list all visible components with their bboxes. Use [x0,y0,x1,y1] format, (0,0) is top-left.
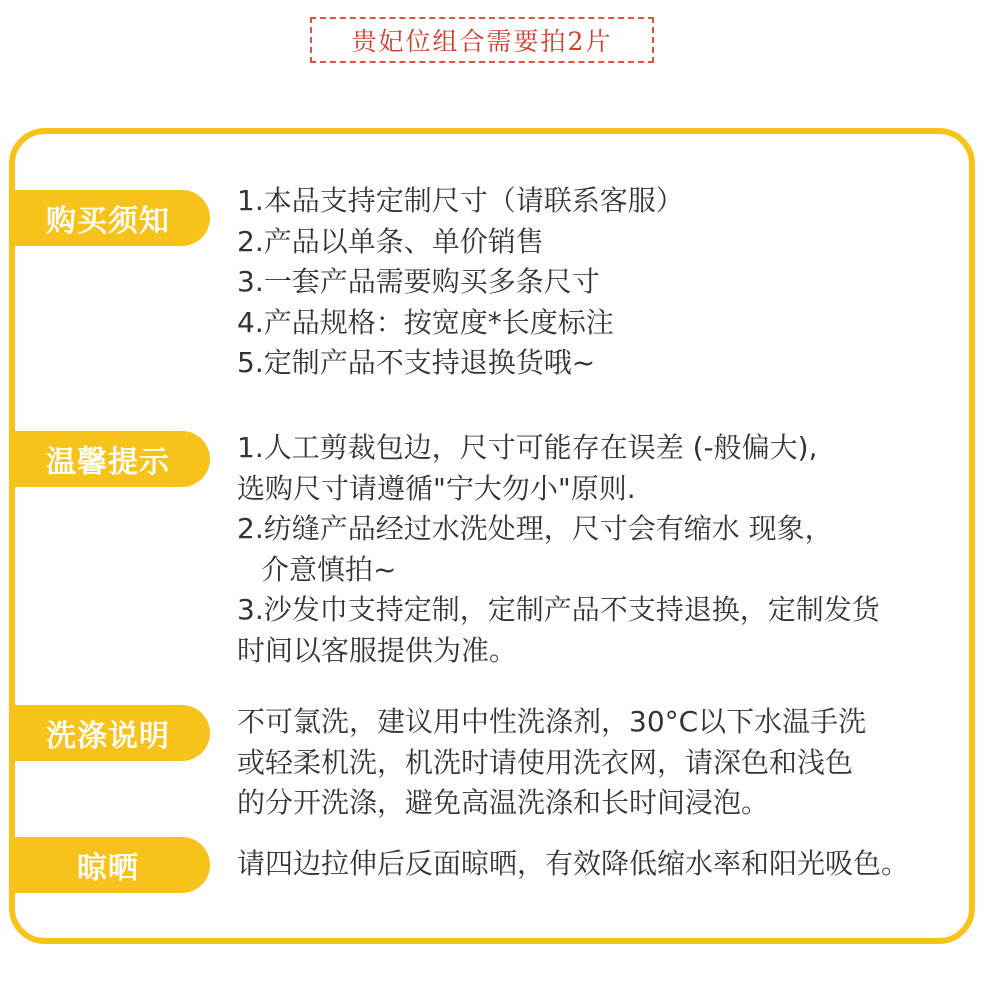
tips-line: 时间以客服提供为准。 [237,633,518,667]
care-instructions-card [9,128,975,944]
top-note: 贵妃位组合需要拍2片 [310,17,654,63]
section-title-drying: 晾晒 [12,837,210,893]
drying-line: 请四边拉伸后反面晾晒，有效降低缩水率和阳光吸色。 [237,847,910,880]
washing-line: 的分开洗涤，避免高温洗涤和长时间浸泡。 [237,786,770,819]
purchase-line: 5.定制产品不支持退换货哦~ [237,346,596,379]
washing-line: 不可氯洗，建议用中性洗涤剂，30°C以下水温手洗 [237,705,867,738]
drying-lines [237,844,909,885]
tips-line: 1.人工剪裁包边，尺寸可能存在误差 (-般偏大), [237,431,818,464]
tips-line: 介意慎拍~ [261,552,397,586]
purchase-line: 3.一套产品需要购买多条尺寸 [237,265,600,298]
washing-line: 或轻柔机洗，机洗时请使用洗衣网，请深色和浅色 [237,745,854,779]
section-title-tips: 温馨提示 [12,431,210,487]
purchase-line: 1.本品支持定制尺寸（请联系客服） [237,184,684,217]
section-title-purchase: 购买须知 [12,190,210,246]
purchase-line: 4.产品规格：按宽度*长度标注 [237,305,614,339]
tips-lines [237,428,880,671]
tips-line: 3.沙发巾支持定制，定制产品不支持退换，定制发货 [237,593,880,626]
tips-line: 选购尺寸请遵循"宁大勿小"原则. [237,471,636,505]
washing-lines [237,702,866,824]
purchase-lines [237,181,684,384]
purchase-line: 2.产品以单条、单价销售 [237,224,544,258]
section-title-washing: 洗涤说明 [12,705,210,761]
tips-line: 2.纺缝产品经过水洗处理，尺寸会有缩水 现象， [237,512,833,545]
